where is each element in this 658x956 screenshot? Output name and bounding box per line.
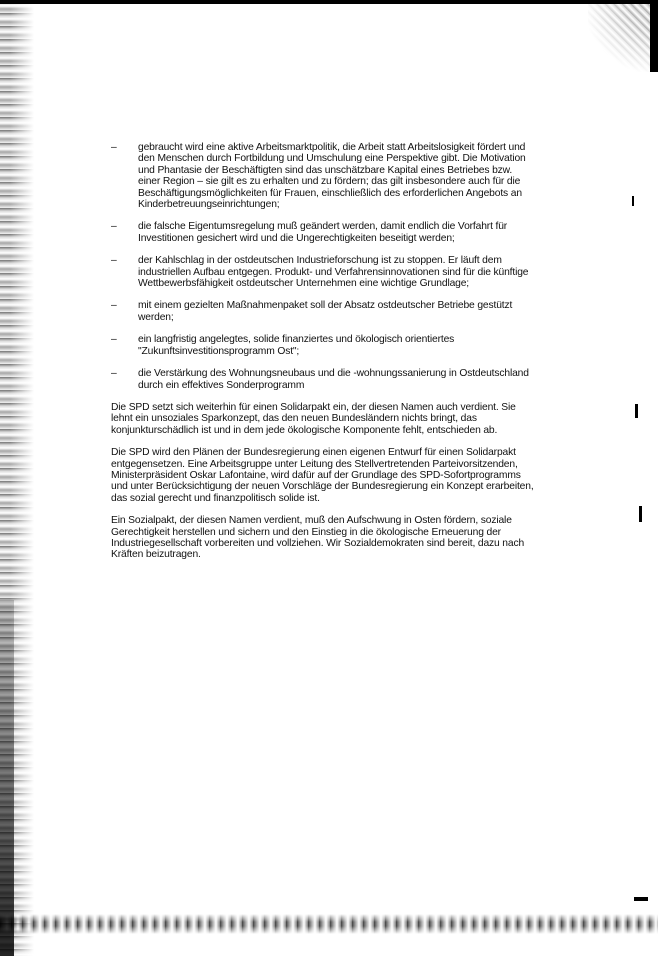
list-item-text: gebraucht wird eine aktive Arbeitsmarktpolitik, die Arbeit statt Arbeitslosigkeit fördert und den Menschen durch Fortbildung und Umschulung eine Perspektive gibt. Die Motivation und Phantasie der Beschäftigten sind das unschätzbare Kapital eines Betriebes bzw. einer Region – sie gilt es zu erhalten und zu fördern; das gilt insbesondere auch für die Beschäftigungsmöglichkeiten für Frauen, einschließlich des erforderlichen Angebots an Kinderbetreuungseinrichtungen; xyxy=(138,142,526,211)
list-item xyxy=(111,368,535,391)
list-bullet: – xyxy=(111,368,117,380)
list-bullet: – xyxy=(111,221,117,233)
scan-edge-top xyxy=(0,0,658,4)
list-item-text: die falsche Eigentumsregelung muß geändert werden, damit endlich die Vorfahrt für Investitionen gesichert wird und die Ungerechtigkeiten beseitigt werden; xyxy=(138,221,508,244)
list-bullet: – xyxy=(111,334,117,346)
list-item-text: ein langfristig angelegtes, solide finanziertes und ökologisch orientiertes "Zukunftsinvestitionsprogramm Ost"; xyxy=(138,334,455,357)
list-item-text: der Kahlschlag in der ostdeutschen Industrieforschung ist zu stoppen. Er läuft dem industriellen Aufbau entgegen. Produkt- und Verfahrensinnovationen sind für die künftige Wettbewerbsfähigkeit ostdeutscher Unternehmen eine wichtige Grundlage; xyxy=(138,255,529,290)
list-bullet: – xyxy=(111,300,117,312)
list-item xyxy=(111,142,535,210)
list-item xyxy=(111,221,535,244)
scan-edge-bottom xyxy=(0,914,658,934)
scan-mark xyxy=(632,196,634,206)
scan-mark xyxy=(639,506,642,522)
list-bullet: – xyxy=(111,142,117,153)
document-body xyxy=(111,142,535,572)
paragraph-solidarpakt: Die SPD setzt sich weiterhin für einen Solidarpakt ein, der diesen Namen auch verdient. Sie lehnt ein unsoziales Sparkonzept, das den neuen Bundesländern nichts bringt, das konjunkturschädlich ist und in dem jede ökologische Komponente fehlt, entschieden ab. xyxy=(111,401,516,436)
list-bullet: – xyxy=(111,255,117,267)
scan-noise-top-right xyxy=(588,0,658,72)
scan-edge-right xyxy=(650,0,658,72)
list-item xyxy=(111,255,535,289)
scan-mark xyxy=(634,897,648,901)
list-item-text: mit einem gezielten Maßnahmenpaket soll der Absatz ostdeutscher Betriebe gestützt werden; xyxy=(138,300,513,323)
list-item xyxy=(111,300,535,323)
list-item-text: die Verstärkung des Wohnungsneubaus und die -wohnungssanierung in Ostdeutschland durch ein effektives Sonderprogramm xyxy=(138,368,529,391)
paragraph-entwurf: Die SPD wird den Plänen der Bundesregierung einen eigenen Entwurf für einen Solidarpakt entgegensetzen. Eine Arbeitsgruppe unter Leitung des Stellvertretenden Parteivorsitzenden, Ministerpräsident Oskar Lafontaine, wird dafür auf der Grundlage des SPD-Sofortprogramms und unter Berücksichtigung der neuen Vorschläge der Bundesregierung ein Konzept erarbeiten, das sozial gerecht und finanzpolitisch solide ist. xyxy=(111,447,534,504)
paragraph-sozialpakt: Ein Sozialpakt, der diesen Namen verdient, muß den Aufschwung in Osten fördern, soziale Gerechtigkeit herstellen und sichern und den Einstieg in die ökologische Erneuerung der Industriegesellschaft vorbereiten und vollziehen. Wir Sozialdemokraten sind bereit, dazu nach Kräften beizutragen. xyxy=(111,515,525,561)
scan-mark xyxy=(635,404,638,418)
list-item xyxy=(111,334,535,357)
scan-shadow-left xyxy=(0,600,14,956)
